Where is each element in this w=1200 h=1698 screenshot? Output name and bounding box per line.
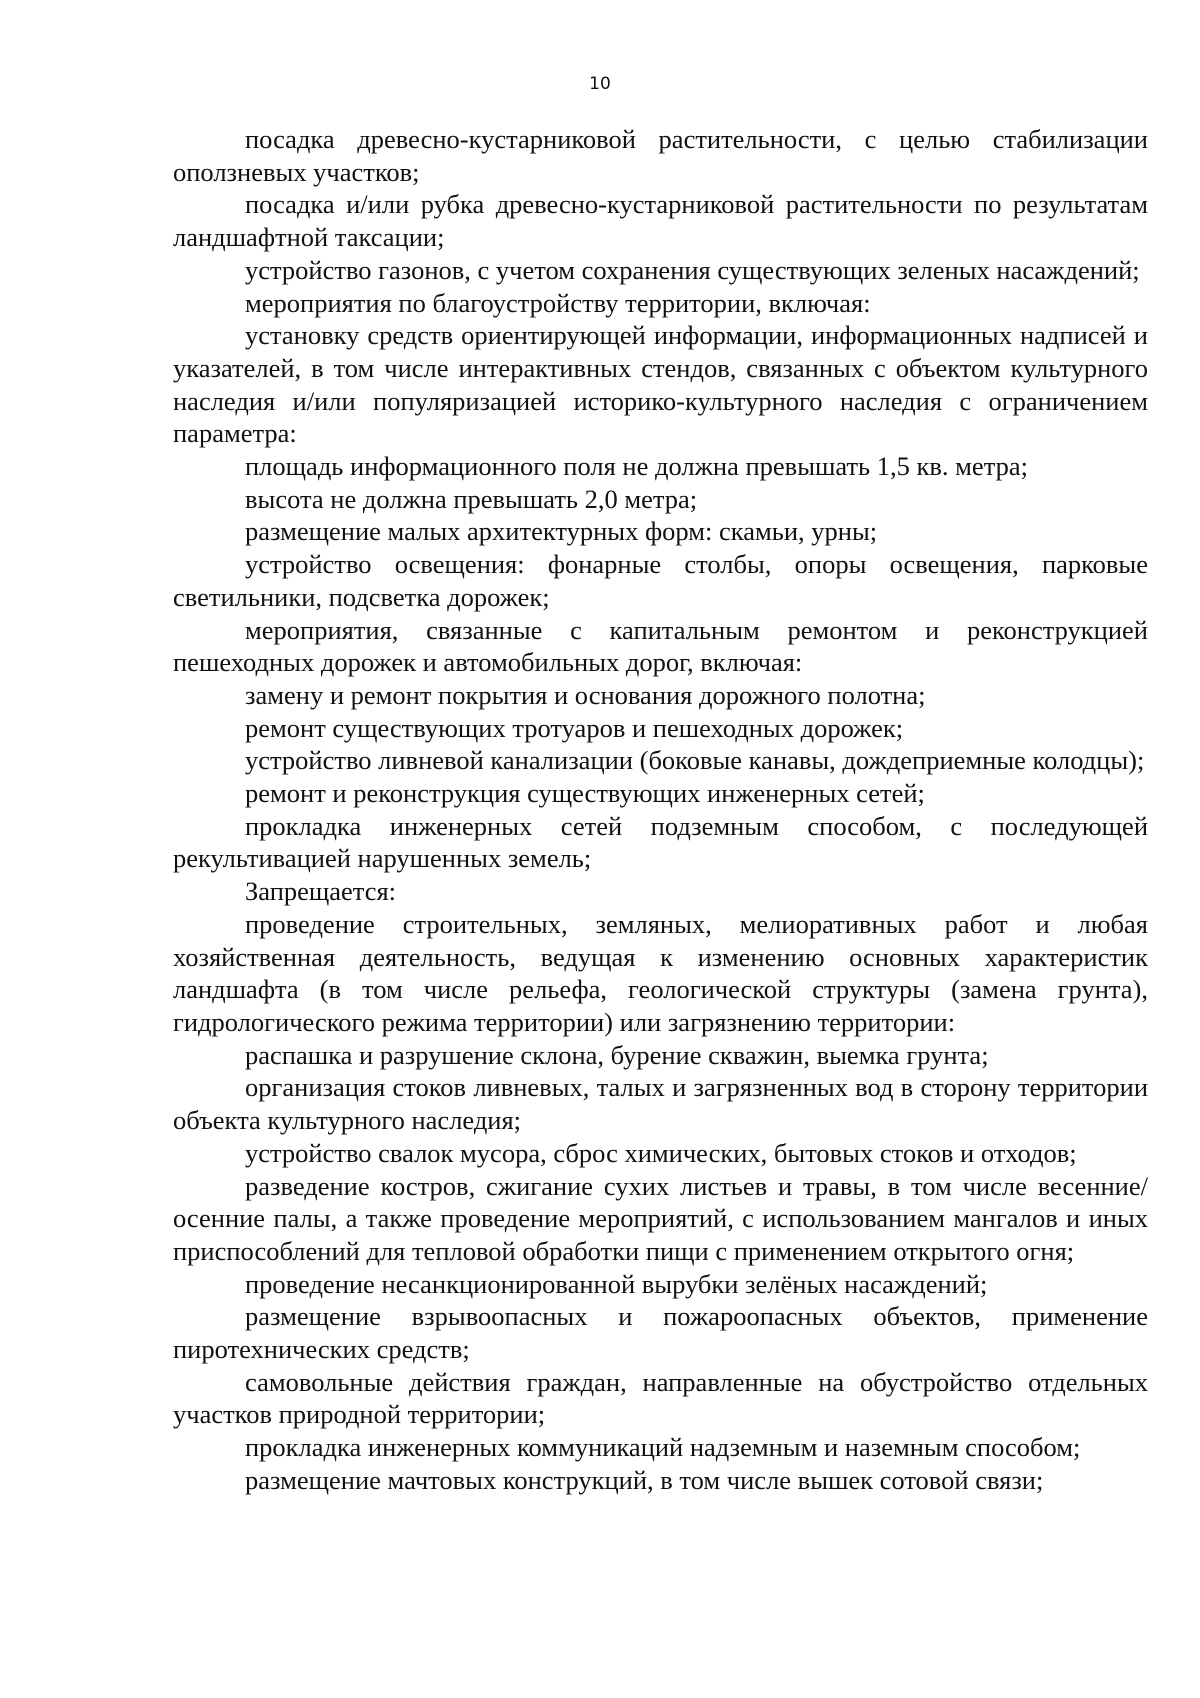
paragraph: организация стоков ливневых, талых и загрязненных вод в сторону территории объекта культурного наследия; bbox=[173, 1072, 1148, 1136]
paragraph: замену и ремонт покрытия и основания дорожного полотна; bbox=[245, 679, 926, 710]
paragraph: самовольные действия граждан, направленные на обустройство отдельных участков природной территории; bbox=[173, 1366, 1148, 1430]
paragraph: устройство освещения: фонарные столбы, опоры освещения, парковые светильники, подсветка дорожек; bbox=[173, 549, 1148, 612]
paragraph: устройство свалок мусора, сброс химических, бытовых стоков и отходов; bbox=[245, 1137, 1077, 1168]
paragraph: посадка древесно-кустарниковой растительности, с целью стабилизации оползневых участков; bbox=[173, 124, 1148, 187]
section-heading: Запрещается: bbox=[245, 876, 397, 907]
paragraph: размещение малых архитектурных форм: скамьи, урны; bbox=[245, 516, 878, 547]
paragraph: установку средств ориентирующей информации, информационных надписей и указателей, в том числе интерактивных стендов, связанных с объектом культурного наследия и/или популяризацией историко-культурного наследия с ограничением параметра: bbox=[173, 320, 1148, 449]
paragraph: размещение взрывоопасных и пожароопасных объектов, применение пиротехнических средств; bbox=[173, 1301, 1148, 1365]
paragraph: площадь информационного поля не должна превышать 1,5 кв. метра; bbox=[245, 451, 1028, 482]
paragraph: посадка и/или рубка древесно-кустарниковой растительности по результатам ландшафтной таксации; bbox=[173, 189, 1148, 253]
document-body bbox=[173, 123, 1148, 1497]
paragraph: ремонт существующих тротуаров и пешеходных дорожек; bbox=[245, 712, 904, 743]
paragraph: устройство ливневой канализации (боковые канавы, дождеприемные колодцы); bbox=[245, 745, 1145, 776]
paragraph: высота не должна превышать 2,0 метра; bbox=[245, 483, 698, 514]
page-number: 10 bbox=[589, 74, 611, 94]
paragraph: размещение мачтовых конструкций, в том числе вышек сотовой связи; bbox=[245, 1464, 1044, 1495]
paragraph: проведение строительных, земляных, мелиоративных работ и любая хозяйственная деятельность, ведущая к изменению основных характеристик ландшафта (в том числе рельефа, геологической структуры (замена грунта), гидрологического режима территории) или загрязнению территории: bbox=[173, 908, 1148, 1037]
paragraph: разведение костров, сжигание сухих листьев и травы, в том числе весенние/осенние палы, а также проведение мероприятий, с использованием мангалов и иных приспособлений для тепловой обработки пищи с применением открытого огня; bbox=[173, 1170, 1148, 1266]
paragraph: распашка и разрушение склона, бурение скважин, выемка грунта; bbox=[245, 1039, 989, 1070]
paragraph: прокладка инженерных коммуникаций надземным и наземным способом; bbox=[245, 1432, 1081, 1463]
paragraph: проведение несанкционированной вырубки зелёных насаждений; bbox=[245, 1268, 988, 1299]
paragraph: устройство газонов, с учетом сохранения существующих зеленых насаждений; bbox=[245, 254, 1140, 285]
paragraph: мероприятия по благоустройству территории, включая: bbox=[245, 287, 871, 318]
paragraph: мероприятия, связанные с капитальным ремонтом и реконструкцией пешеходных дорожек и автомобильных дорог, включая: bbox=[173, 614, 1148, 678]
paragraph: ремонт и реконструкция существующих инженерных сетей; bbox=[245, 778, 925, 809]
paragraph: прокладка инженерных сетей подземным способом, с последующей рекультивацией нарушенных земель; bbox=[173, 810, 1148, 874]
